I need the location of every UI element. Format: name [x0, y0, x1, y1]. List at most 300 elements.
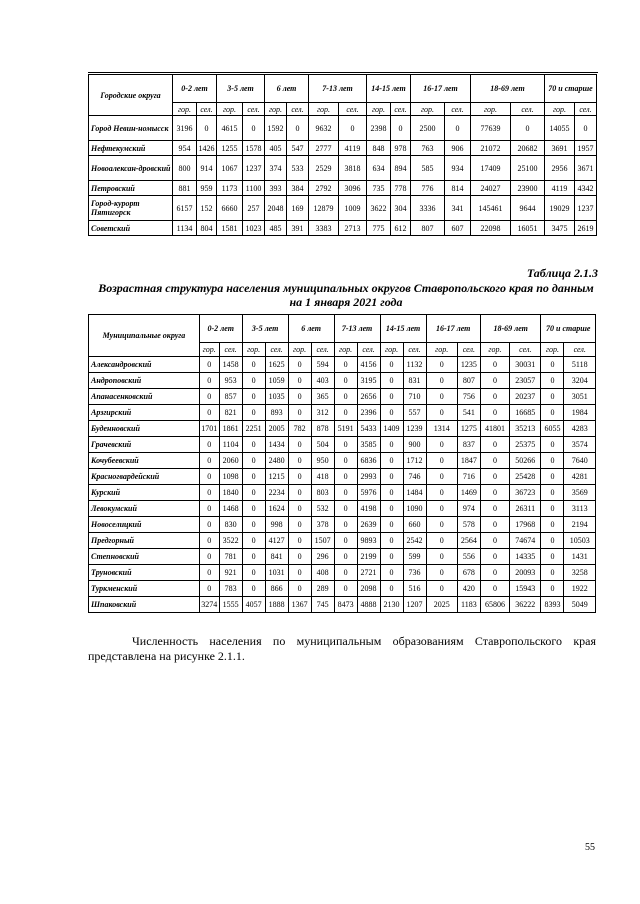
value-cell: 778: [391, 181, 411, 196]
value-cell: 2619: [575, 221, 597, 236]
value-cell: 0: [288, 373, 311, 389]
value-cell: 3671: [575, 156, 597, 181]
value-cell: 152: [197, 196, 217, 221]
value-cell: 0: [242, 565, 265, 581]
table-number: Таблица 2.1.3: [526, 266, 598, 280]
value-cell: 0: [541, 581, 564, 597]
value-cell: 420: [457, 581, 480, 597]
value-cell: 0: [380, 405, 403, 421]
value-cell: 5118: [564, 357, 596, 373]
top-rule: [88, 72, 598, 73]
value-cell: 0: [380, 485, 403, 501]
table-row: [89, 141, 597, 156]
value-cell: 0: [426, 373, 457, 389]
value-cell: 556: [457, 549, 480, 565]
value-cell: 0: [426, 405, 457, 421]
value-cell: 1578: [243, 141, 265, 156]
value-cell: 1059: [265, 373, 288, 389]
value-cell: 3691: [545, 141, 575, 156]
value-cell: 296: [311, 549, 334, 565]
value-cell: 0: [391, 116, 411, 141]
value-cell: 1458: [219, 357, 242, 373]
value-cell: 1031: [265, 565, 288, 581]
value-cell: 0: [197, 116, 217, 141]
header-rural: сел.: [197, 103, 217, 116]
value-cell: 0: [334, 549, 357, 565]
value-cell: 10503: [564, 533, 596, 549]
table-row: [89, 469, 596, 485]
value-cell: 0: [541, 517, 564, 533]
value-cell: 0: [380, 373, 403, 389]
value-cell: 1922: [564, 581, 596, 597]
value-cell: 3051: [564, 389, 596, 405]
value-cell: 3258: [564, 565, 596, 581]
value-cell: 26311: [510, 501, 541, 517]
value-cell: 0: [480, 565, 509, 581]
table-row: [89, 357, 596, 373]
district-name: Труновский: [89, 565, 200, 581]
value-cell: 0: [199, 405, 219, 421]
header-urban: гор.: [309, 103, 339, 116]
value-cell: 4888: [357, 597, 380, 613]
value-cell: 0: [288, 485, 311, 501]
value-cell: 0: [199, 485, 219, 501]
value-cell: 2639: [357, 517, 380, 533]
value-cell: 634: [367, 156, 391, 181]
value-cell: 0: [243, 116, 265, 141]
value-cell: 14335: [510, 549, 541, 565]
value-cell: 0: [199, 533, 219, 549]
value-cell: 1426: [197, 141, 217, 156]
value-cell: 2098: [357, 581, 380, 597]
value-cell: 0: [199, 373, 219, 389]
header-rural: сел.: [445, 103, 471, 116]
district-name: Арзгирский: [89, 405, 200, 421]
value-cell: 0: [380, 357, 403, 373]
paragraph-text: Численность населения по муниципальным образованиям Ставропольского края представлена на рисунке 2.1.1.: [88, 634, 596, 663]
header-urban: гор.: [380, 343, 403, 357]
value-cell: 2480: [265, 453, 288, 469]
value-cell: 0: [334, 389, 357, 405]
value-cell: 0: [288, 565, 311, 581]
value-cell: 735: [367, 181, 391, 196]
table-row: [89, 533, 596, 549]
header-urban: гор.: [541, 343, 564, 357]
value-cell: 1104: [219, 437, 242, 453]
value-cell: 17409: [471, 156, 511, 181]
table-row: [89, 517, 596, 533]
value-cell: 557: [403, 405, 426, 421]
header-rural: сел.: [510, 343, 541, 357]
value-cell: 2777: [309, 141, 339, 156]
value-cell: 0: [575, 116, 597, 141]
value-cell: 716: [457, 469, 480, 485]
value-cell: 6660: [217, 196, 243, 221]
value-cell: 807: [457, 373, 480, 389]
value-cell: 0: [426, 581, 457, 597]
value-cell: 1134: [173, 221, 197, 236]
value-cell: 20093: [510, 565, 541, 581]
value-cell: 800: [173, 156, 197, 181]
header-rural: сел.: [311, 343, 334, 357]
value-cell: 533: [287, 156, 309, 181]
value-cell: 1984: [564, 405, 596, 421]
value-cell: 0: [480, 453, 509, 469]
header-age-group: 16-17 лет: [411, 75, 471, 103]
value-cell: 3574: [564, 437, 596, 453]
value-cell: 1275: [457, 421, 480, 437]
value-cell: 0: [380, 533, 403, 549]
header-rural: сел.: [575, 103, 597, 116]
value-cell: 2792: [309, 181, 339, 196]
value-cell: 5191: [334, 421, 357, 437]
value-cell: 0: [242, 389, 265, 405]
value-cell: 418: [311, 469, 334, 485]
value-cell: 4615: [217, 116, 243, 141]
value-cell: 41801: [480, 421, 509, 437]
value-cell: 9632: [309, 116, 339, 141]
header-urban: гор.: [265, 103, 287, 116]
header-rural: сел.: [357, 343, 380, 357]
value-cell: 1625: [265, 357, 288, 373]
value-cell: 0: [380, 549, 403, 565]
header-rural: сел.: [403, 343, 426, 357]
value-cell: 841: [265, 549, 288, 565]
header-rural: сел.: [287, 103, 309, 116]
value-cell: 2656: [357, 389, 380, 405]
table-municipal-districts: [88, 314, 596, 613]
table-row: [89, 421, 596, 437]
value-cell: 900: [403, 437, 426, 453]
value-cell: 830: [219, 517, 242, 533]
value-cell: 0: [288, 501, 311, 517]
value-cell: 1624: [265, 501, 288, 517]
value-cell: 578: [457, 517, 480, 533]
district-name: Курский: [89, 485, 200, 501]
value-cell: 594: [311, 357, 334, 373]
value-cell: 0: [380, 581, 403, 597]
header-age-group: 3-5 лет: [217, 75, 265, 103]
value-cell: 0: [199, 453, 219, 469]
value-cell: 0: [242, 549, 265, 565]
value-cell: 4127: [265, 533, 288, 549]
value-cell: 906: [445, 141, 471, 156]
value-cell: 516: [403, 581, 426, 597]
value-cell: 3585: [357, 437, 380, 453]
value-cell: 8473: [334, 597, 357, 613]
value-cell: 2564: [457, 533, 480, 549]
value-cell: 35213: [510, 421, 541, 437]
value-cell: 4119: [545, 181, 575, 196]
value-cell: 169: [287, 196, 309, 221]
table-row: [89, 156, 597, 181]
district-name: Новоалексан-дровский: [89, 156, 173, 181]
value-cell: 0: [426, 517, 457, 533]
value-cell: 756: [457, 389, 480, 405]
district-name: Город Невин-номысск: [89, 116, 173, 141]
value-cell: 1847: [457, 453, 480, 469]
value-cell: 848: [367, 141, 391, 156]
value-cell: 0: [334, 485, 357, 501]
value-cell: 1957: [575, 141, 597, 156]
header-district: Муниципальные округа: [89, 315, 200, 357]
value-cell: 782: [288, 421, 311, 437]
value-cell: 5049: [564, 597, 596, 613]
value-cell: 1090: [403, 501, 426, 517]
header-rural: сел.: [219, 343, 242, 357]
value-cell: 0: [541, 469, 564, 485]
value-cell: 1840: [219, 485, 242, 501]
value-cell: 1132: [403, 357, 426, 373]
value-cell: 0: [199, 469, 219, 485]
header-age-group: 7-13 лет: [334, 315, 380, 343]
header-district: Городские округа: [89, 75, 173, 116]
value-cell: 1067: [217, 156, 243, 181]
value-cell: 0: [480, 517, 509, 533]
value-cell: 2721: [357, 565, 380, 581]
value-cell: 3204: [564, 373, 596, 389]
value-cell: 17968: [510, 517, 541, 533]
value-cell: 1237: [243, 156, 265, 181]
value-cell: 3336: [411, 196, 445, 221]
value-cell: 1468: [219, 501, 242, 517]
table-title: Возрастная структура населения муниципальных округов Ставропольского края по данным на 1 января 2021 года: [98, 281, 594, 309]
value-cell: 978: [391, 141, 411, 156]
value-cell: 3622: [367, 196, 391, 221]
value-cell: 1861: [219, 421, 242, 437]
value-cell: 0: [199, 437, 219, 453]
value-cell: 9893: [357, 533, 380, 549]
value-cell: 0: [380, 453, 403, 469]
table-row: [89, 437, 596, 453]
value-cell: 0: [445, 116, 471, 141]
value-cell: 25375: [510, 437, 541, 453]
district-name: Петровский: [89, 181, 173, 196]
value-cell: 1701: [199, 421, 219, 437]
value-cell: 1581: [217, 221, 243, 236]
value-cell: 341: [445, 196, 471, 221]
header-age-group: 18-69 лет: [480, 315, 541, 343]
value-cell: 878: [311, 421, 334, 437]
header-age-group: 3-5 лет: [242, 315, 288, 343]
value-cell: 0: [334, 533, 357, 549]
value-cell: 3475: [545, 221, 575, 236]
value-cell: 0: [426, 453, 457, 469]
table-row: [89, 389, 596, 405]
value-cell: 807: [411, 221, 445, 236]
value-cell: 0: [242, 517, 265, 533]
value-cell: 374: [265, 156, 287, 181]
value-cell: 0: [480, 581, 509, 597]
value-cell: 0: [334, 437, 357, 453]
value-cell: 814: [445, 181, 471, 196]
value-cell: 0: [242, 357, 265, 373]
header-rural: сел.: [564, 343, 596, 357]
value-cell: 391: [287, 221, 309, 236]
value-cell: 0: [380, 501, 403, 517]
value-cell: 20237: [510, 389, 541, 405]
table-row: [89, 565, 596, 581]
value-cell: 1173: [217, 181, 243, 196]
header-urban: гор.: [426, 343, 457, 357]
value-cell: 0: [541, 373, 564, 389]
district-name: Буденновский: [89, 421, 200, 437]
value-cell: 0: [541, 405, 564, 421]
table-row: [89, 196, 597, 221]
table-row: [89, 453, 596, 469]
value-cell: 0: [334, 501, 357, 517]
value-cell: 0: [480, 373, 509, 389]
value-cell: 1098: [219, 469, 242, 485]
value-cell: 25428: [510, 469, 541, 485]
value-cell: 803: [311, 485, 334, 501]
value-cell: 1431: [564, 549, 596, 565]
value-cell: 0: [242, 437, 265, 453]
value-cell: 0: [288, 533, 311, 549]
value-cell: 0: [334, 453, 357, 469]
header-age-group: 0-2 лет: [199, 315, 242, 343]
value-cell: 0: [426, 389, 457, 405]
header-urban: гор.: [242, 343, 265, 357]
value-cell: 0: [199, 501, 219, 517]
value-cell: 2234: [265, 485, 288, 501]
header-urban: гор.: [173, 103, 197, 116]
district-name: Шпаковский: [89, 597, 200, 613]
header-urban: гор.: [367, 103, 391, 116]
value-cell: 0: [426, 357, 457, 373]
value-cell: 0: [339, 116, 367, 141]
value-cell: 6836: [357, 453, 380, 469]
value-cell: 866: [265, 581, 288, 597]
value-cell: 1592: [265, 116, 287, 141]
value-cell: 0: [380, 469, 403, 485]
value-cell: 2048: [265, 196, 287, 221]
value-cell: 2398: [367, 116, 391, 141]
value-cell: 77639: [471, 116, 511, 141]
value-cell: 3195: [357, 373, 380, 389]
value-cell: 3196: [173, 116, 197, 141]
value-cell: 0: [242, 485, 265, 501]
header-age-group: 7-13 лет: [309, 75, 367, 103]
value-cell: 65806: [480, 597, 509, 613]
value-cell: 0: [541, 357, 564, 373]
value-cell: 0: [426, 437, 457, 453]
value-cell: 745: [311, 597, 334, 613]
value-cell: 1023: [243, 221, 265, 236]
header-urban: гор.: [545, 103, 575, 116]
value-cell: 289: [311, 581, 334, 597]
value-cell: 15943: [510, 581, 541, 597]
value-cell: 776: [411, 181, 445, 196]
value-cell: 585: [411, 156, 445, 181]
value-cell: 678: [457, 565, 480, 581]
value-cell: 393: [265, 181, 287, 196]
value-cell: 23900: [511, 181, 545, 196]
header-urban: гор.: [199, 343, 219, 357]
value-cell: 0: [334, 373, 357, 389]
value-cell: 710: [403, 389, 426, 405]
value-cell: 145461: [471, 196, 511, 221]
table-row: [89, 373, 596, 389]
value-cell: 5976: [357, 485, 380, 501]
value-cell: 0: [288, 405, 311, 421]
value-cell: 2199: [357, 549, 380, 565]
value-cell: 0: [426, 565, 457, 581]
value-cell: 1235: [457, 357, 480, 373]
page-number: 55: [585, 842, 595, 853]
value-cell: 0: [288, 437, 311, 453]
value-cell: 532: [311, 501, 334, 517]
district-name: Степновский: [89, 549, 200, 565]
value-cell: 959: [197, 181, 217, 196]
value-cell: 4283: [564, 421, 596, 437]
value-cell: 25100: [511, 156, 545, 181]
value-cell: 0: [480, 405, 509, 421]
value-cell: 4342: [575, 181, 597, 196]
value-cell: 3818: [339, 156, 367, 181]
value-cell: 0: [242, 405, 265, 421]
value-cell: 0: [334, 469, 357, 485]
value-cell: 0: [541, 389, 564, 405]
district-name: Туркменский: [89, 581, 200, 597]
value-cell: 1035: [265, 389, 288, 405]
value-cell: 3383: [309, 221, 339, 236]
value-cell: 22098: [471, 221, 511, 236]
value-cell: 403: [311, 373, 334, 389]
value-cell: 2025: [426, 597, 457, 613]
value-cell: 0: [242, 469, 265, 485]
district-name: Предгорный: [89, 533, 200, 549]
value-cell: 0: [541, 485, 564, 501]
table-row: [89, 485, 596, 501]
table-row: [89, 597, 596, 613]
header-rural: сел.: [339, 103, 367, 116]
value-cell: 0: [380, 565, 403, 581]
value-cell: 4119: [339, 141, 367, 156]
value-cell: 504: [311, 437, 334, 453]
header-age-group: 18-69 лет: [471, 75, 545, 103]
value-cell: 2542: [403, 533, 426, 549]
table-row: [89, 181, 597, 196]
header-age-group: 70 и старше: [541, 315, 596, 343]
value-cell: 974: [457, 501, 480, 517]
value-cell: 783: [219, 581, 242, 597]
value-cell: 36723: [510, 485, 541, 501]
value-cell: 12879: [309, 196, 339, 221]
value-cell: 384: [287, 181, 309, 196]
value-cell: 0: [426, 485, 457, 501]
district-name: Советский: [89, 221, 173, 236]
value-cell: 0: [242, 581, 265, 597]
value-cell: 934: [445, 156, 471, 181]
value-cell: 1100: [243, 181, 265, 196]
table-row: [89, 405, 596, 421]
value-cell: 5433: [357, 421, 380, 437]
value-cell: 0: [288, 581, 311, 597]
value-cell: 1215: [265, 469, 288, 485]
value-cell: 953: [219, 373, 242, 389]
header-age-group: 0-2 лет: [173, 75, 217, 103]
value-cell: 3274: [199, 597, 219, 613]
value-cell: 0: [199, 389, 219, 405]
value-cell: 0: [480, 357, 509, 373]
value-cell: 599: [403, 549, 426, 565]
value-cell: 0: [541, 565, 564, 581]
value-cell: 23057: [510, 373, 541, 389]
value-cell: 0: [334, 405, 357, 421]
value-cell: 3113: [564, 501, 596, 517]
value-cell: 1255: [217, 141, 243, 156]
